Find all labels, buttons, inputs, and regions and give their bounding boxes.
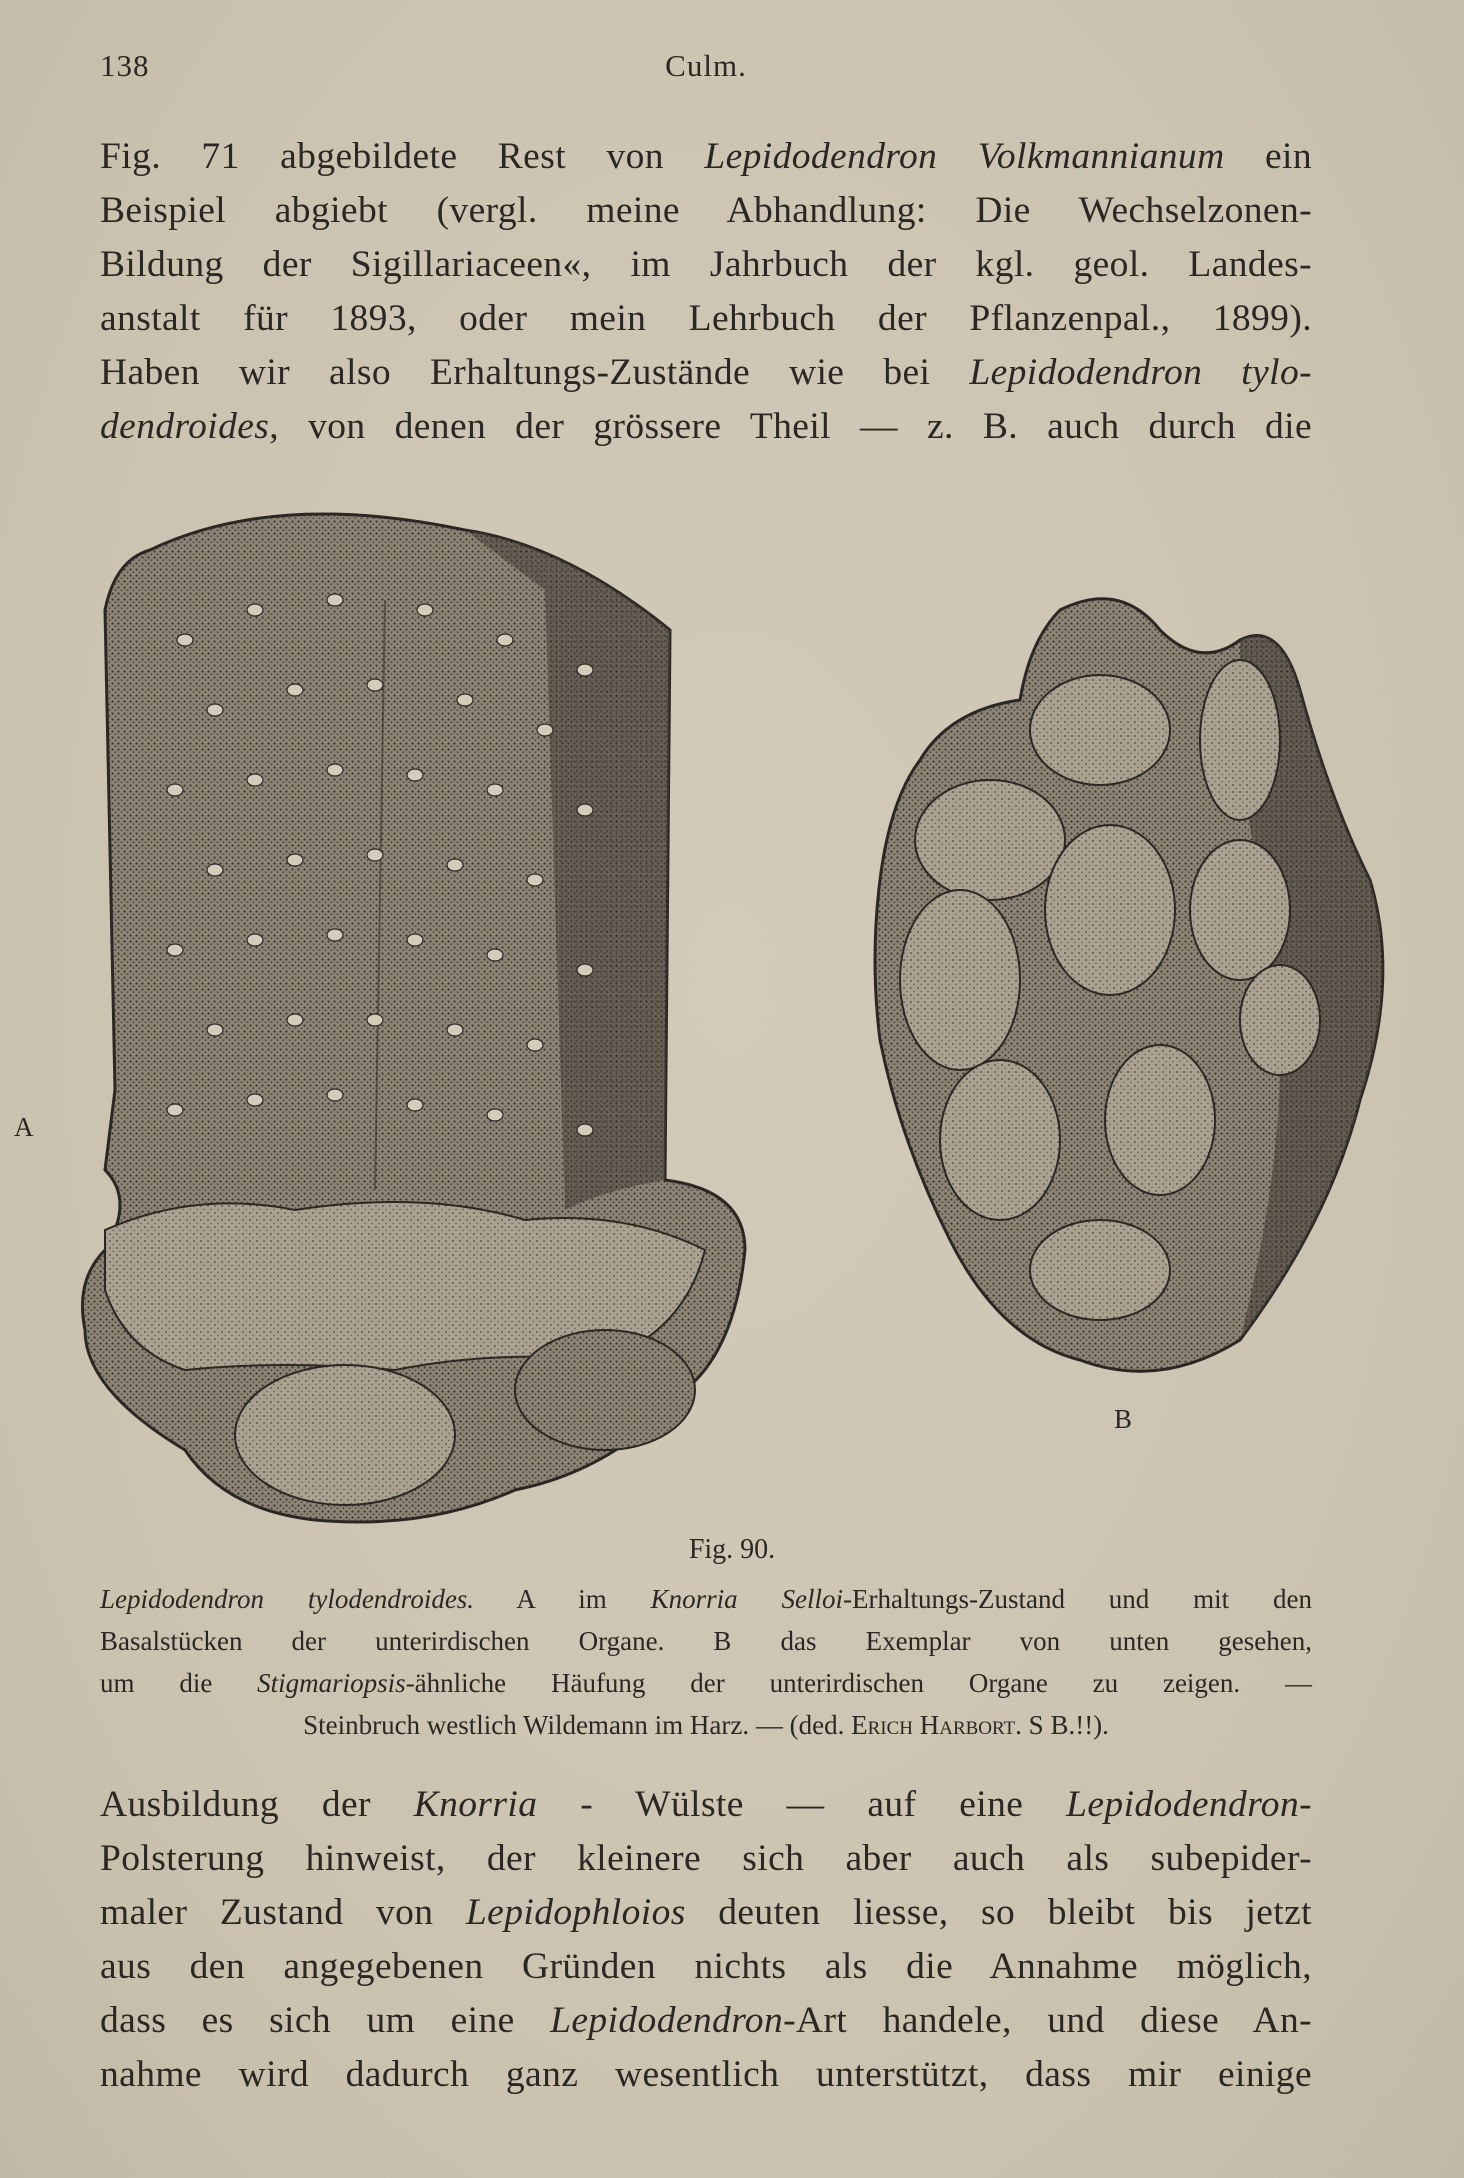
text-run: Steinbruch westlich Wildemann im Harz. — (ded. xyxy=(303,1710,852,1740)
figure-number: Fig. 90. xyxy=(688,1534,776,1565)
bottom-paragraph-line xyxy=(100,2048,1312,2102)
caption-line xyxy=(100,1620,1312,1662)
text-run: A im xyxy=(474,1584,651,1614)
text-run: deuten liesse, so bleibt bis jetzt xyxy=(685,1892,1312,1933)
top-paragraph-line xyxy=(100,292,1312,346)
text-run: Polsterung hinweist, der kleinere sich aber auch als subepider- xyxy=(100,1838,1312,1879)
text-run: anstalt für 1893, oder mein Lehrbuch der Pflanzenpal., 1899). xyxy=(100,298,1312,339)
caption-line xyxy=(100,1704,1312,1746)
page-header xyxy=(100,48,1312,98)
text-run: dass es sich um eine xyxy=(100,2000,551,2041)
italic-text: Lepidodendron tylodendroides. xyxy=(100,1584,475,1614)
text-run: - xyxy=(1299,1784,1312,1825)
italic-text: Lepidodendron Volkmannianum xyxy=(704,136,1225,177)
italic-text: dendroides xyxy=(100,406,270,447)
text-run: Basalstücken der unterirdischen Organe. B das Exemplar von unten gesehen, xyxy=(100,1626,1312,1656)
text-run: Ausbildung der xyxy=(100,1784,414,1825)
text-run: aus den angegebenen Gründen nichts als die Annahme möglich, xyxy=(100,1946,1312,1987)
caption-line xyxy=(100,1662,1312,1704)
text-run: Haben wir also Erhaltungs-Zustände wie bei xyxy=(100,352,970,393)
italic-text: Knorria Selloi xyxy=(650,1584,844,1614)
text-run: Bildung der Sigillariaceen«, im Jahrbuch der kgl. geol. Landes- xyxy=(100,244,1312,285)
bottom-paragraph-line xyxy=(100,1778,1312,1832)
text-run: maler Zustand von xyxy=(100,1892,466,1933)
page-number: 138 xyxy=(100,48,150,83)
bottom-paragraph-line xyxy=(100,1994,1312,2048)
bottom-paragraph-line xyxy=(100,1940,1312,1994)
text-run: Fig. 71 abgebildete Rest von xyxy=(100,136,705,177)
italic-text: Lepidophloios xyxy=(465,1892,686,1933)
top-paragraph xyxy=(100,130,1312,454)
figure-label-a: A xyxy=(14,1112,34,1142)
figure-caption xyxy=(100,1578,1312,1746)
text-run: -Art handele, und diese An- xyxy=(783,2000,1312,2041)
top-paragraph-line xyxy=(100,238,1312,292)
text-run: Erich Harbort xyxy=(851,1710,1016,1740)
figure-label-b: B xyxy=(1114,1404,1133,1434)
bottom-paragraph-line xyxy=(100,1832,1312,1886)
text-run: , von denen der grössere Theil — z. B. auch durch die xyxy=(269,406,1312,447)
fossil-illustration-a xyxy=(45,490,845,1530)
italic-text: Lepidodendron xyxy=(1066,1784,1300,1825)
top-paragraph-line xyxy=(100,130,1312,184)
running-title: Culm. xyxy=(665,48,747,83)
italic-text: Knorria xyxy=(413,1784,538,1825)
caption-line xyxy=(100,1578,1312,1620)
text-run: ein xyxy=(1224,136,1312,177)
text-run: -ähnliche Häufung der unterirdischen Organe zu zeigen. — xyxy=(405,1668,1312,1698)
text-run: . S B.!!). xyxy=(1015,1710,1109,1740)
italic-text: Stigmariopsis xyxy=(257,1668,406,1698)
italic-text: Lepidodendron xyxy=(550,2000,784,2041)
fossil-illustration-b xyxy=(860,580,1400,1400)
top-paragraph-line xyxy=(100,400,1312,454)
bottom-paragraph xyxy=(100,1778,1312,2102)
top-paragraph-line xyxy=(100,346,1312,400)
top-paragraph-line xyxy=(100,184,1312,238)
bottom-paragraph-line xyxy=(100,1886,1312,1940)
text-run: - Wülste — auf eine xyxy=(537,1784,1067,1825)
italic-text: Lepidodendron tylo- xyxy=(969,352,1312,393)
text-run: Beispiel abgiebt (vergl. meine Abhandlung: Die Wechselzonen- xyxy=(100,190,1312,231)
text-run: nahme wird dadurch ganz wesentlich unterstützt, dass mir einige xyxy=(100,2054,1312,2095)
text-run: -Erhaltungs-Zustand und mit den xyxy=(843,1584,1312,1614)
text-run: um die xyxy=(100,1668,258,1698)
